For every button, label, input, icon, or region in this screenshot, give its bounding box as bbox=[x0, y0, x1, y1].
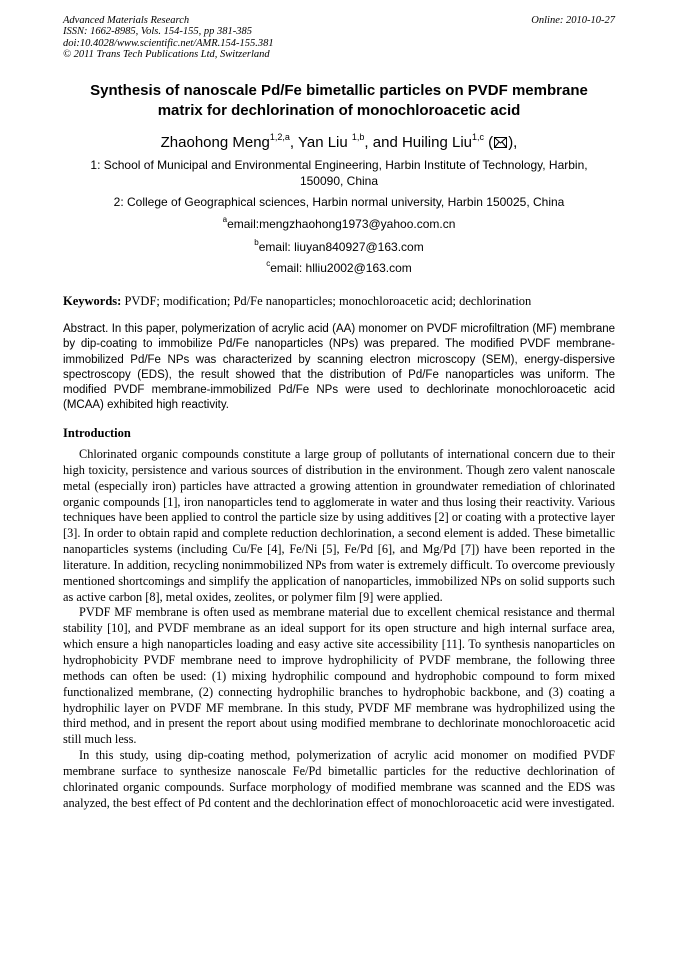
email-a-sup: a bbox=[222, 215, 228, 224]
author-2-affil: 1,b bbox=[351, 132, 365, 142]
author-1-name: Zhaohong Meng bbox=[160, 134, 270, 151]
author-1-affil: 1,2,a bbox=[269, 132, 290, 142]
affiliation-1-line-1: 1: School of Municipal and Environmental Engineering, Harbin Institute of Technology, Harbin, bbox=[90, 158, 588, 172]
introduction-body bbox=[63, 447, 615, 811]
author-tail-open: ( bbox=[484, 134, 494, 151]
doi-line: doi:10.4028/www.scientific.net/AMR.154-155.381 bbox=[63, 37, 274, 49]
journal-header bbox=[63, 15, 274, 60]
copyright-line: © 2011 Trans Tech Publications Ltd, Switzerland bbox=[63, 48, 270, 60]
email-a bbox=[63, 213, 615, 232]
paragraph: Chlorinated organic compounds constitute a large group of pollutants of international concern due to their high toxicity, persistence and various sources of distribution in the environment. Though zero valent nanoscale metal (especially iron) particles have attracted a growing attention in groundwater remediation of chlorinated organic compounds [1], iron nanoparticles tend to agglomerate in water and thus losing their reactivity. Various techniques have been applied to control the particle size by using additives [2] or coating with a protective layer [3]. In order to obtain rapid and complete reduction dechlorination, a second element is added. These bimetallic nanoparticles systems (including Cu/Fe [4], Fe/Ni [5], Fe/Pd [6], and Mg/Pd [7]) have been reported in the literature. In addition, recycling nonimmobilized NPs from water is extremely difficult. To overcome previously mentioned shortcomings and simplify the application of nanoparticles, immobilized NPs on solid supports such as active carbon [8], metal oxides, zeolites, or polymer film [9] were applied. bbox=[63, 447, 615, 604]
envelope-icon bbox=[494, 137, 507, 148]
email-b-text: email: liuyan840927@163.com bbox=[258, 240, 424, 254]
title-line-1: Synthesis of nanoscale Pd/Fe bimetallic particles on PVDF membrane bbox=[90, 82, 588, 99]
keywords-text: PVDF; modification; Pd/Fe nanoparticles; monochloroacetic acid; dechlorination bbox=[121, 294, 532, 308]
paragraph: PVDF MF membrane is often used as membrane material due to excellent chemical resistance and thermal stability [10], and PVDF membrane as an ideal support for its open structure and high internal surface area, which ensure a high nanoparticles loading and easy active site accessibility [11]. To synthesis nanoparticles on hydrophobicity PVDF membrane need to improve hydrophilicity of PVDF membrane, the following three methods can often be used: (1) mixing hydrophilic compound and hydrophobic compound to form mixed functionalized membrane, (2) connecting hydrophilic branches to hydrophobic backbone, and (3) coating a hydrophilic layer on PVDF MF membrane. In this study, PVDF MF membrane was hydrophilized using the third method, and in present the report about using modified membrane to dechlorinate monochloroacetic acid still much less. bbox=[63, 605, 615, 747]
keywords-label: Keywords: bbox=[63, 294, 122, 308]
email-b bbox=[63, 236, 615, 255]
title-line-2: matrix for dechlorination of monochloroacetic acid bbox=[157, 102, 521, 119]
author-separator-2: , and Huiling Liu bbox=[364, 134, 472, 151]
issn-line: ISSN: 1662-8985, Vols. 154-155, pp 381-385 bbox=[63, 26, 252, 38]
author-tail-close: ), bbox=[508, 134, 518, 151]
online-date: Online: 2010-10-27 bbox=[531, 15, 615, 26]
paper-title bbox=[63, 81, 615, 121]
email-b-sup: b bbox=[254, 238, 259, 247]
author-3-affil: 1,c bbox=[472, 132, 485, 142]
section-heading-introduction: Introduction bbox=[63, 426, 131, 440]
email-c-sup: c bbox=[266, 259, 271, 268]
abstract: Abstract. In this paper, polymerization of acrylic acid (AA) monomer on PVDF microfiltration (MF) membrane by dip-coating to immobilize Pd/Fe nanoparticles (NPs) was prepared. The modified PVDF membrane-immobilized Pd/Fe NPs was characterized by scanning electron microscopy (SEM), energy-dispersive spectroscopy (EDS), the result showed that the distribution of Pd/Fe nanoparticles was uniform. The modified PVDF membrane-immobilized Pd/Fe NPs were used to dechlorinate monochloroacetic acid (MCAA) exhibited high reactivity. bbox=[63, 323, 615, 412]
keywords bbox=[63, 293, 615, 309]
paragraph: In this study, using dip-coating method, polymerization of acrylic acid monomer on modified PVDF membrane surface to synthesize nanoscale Fe/Pd bimetallic particles for the reductive dechlorination of chlorinated organic compounds. Surface morphology of modified membrane was scanned and the EDS was analyzed, the best effect of Pd content and the dechlorination effect of monochloroacetic acid were investigated. bbox=[63, 748, 615, 810]
journal-name: Advanced Materials Research bbox=[63, 15, 190, 26]
affiliation-2: 2: College of Geographical sciences, Harbin normal university, Harbin 150025, China bbox=[113, 195, 565, 209]
affiliation-1 bbox=[63, 157, 615, 189]
affiliation-1-line-2: 150090, China bbox=[299, 174, 379, 188]
author-separator-1: , Yan Liu bbox=[289, 134, 352, 151]
author-list bbox=[63, 128, 615, 153]
email-c-text: email: hlliu2002@163.com bbox=[270, 261, 412, 275]
email-a-text: email:mengzhaohong1973@yahoo.com.cn bbox=[227, 217, 456, 231]
email-c bbox=[63, 257, 615, 276]
